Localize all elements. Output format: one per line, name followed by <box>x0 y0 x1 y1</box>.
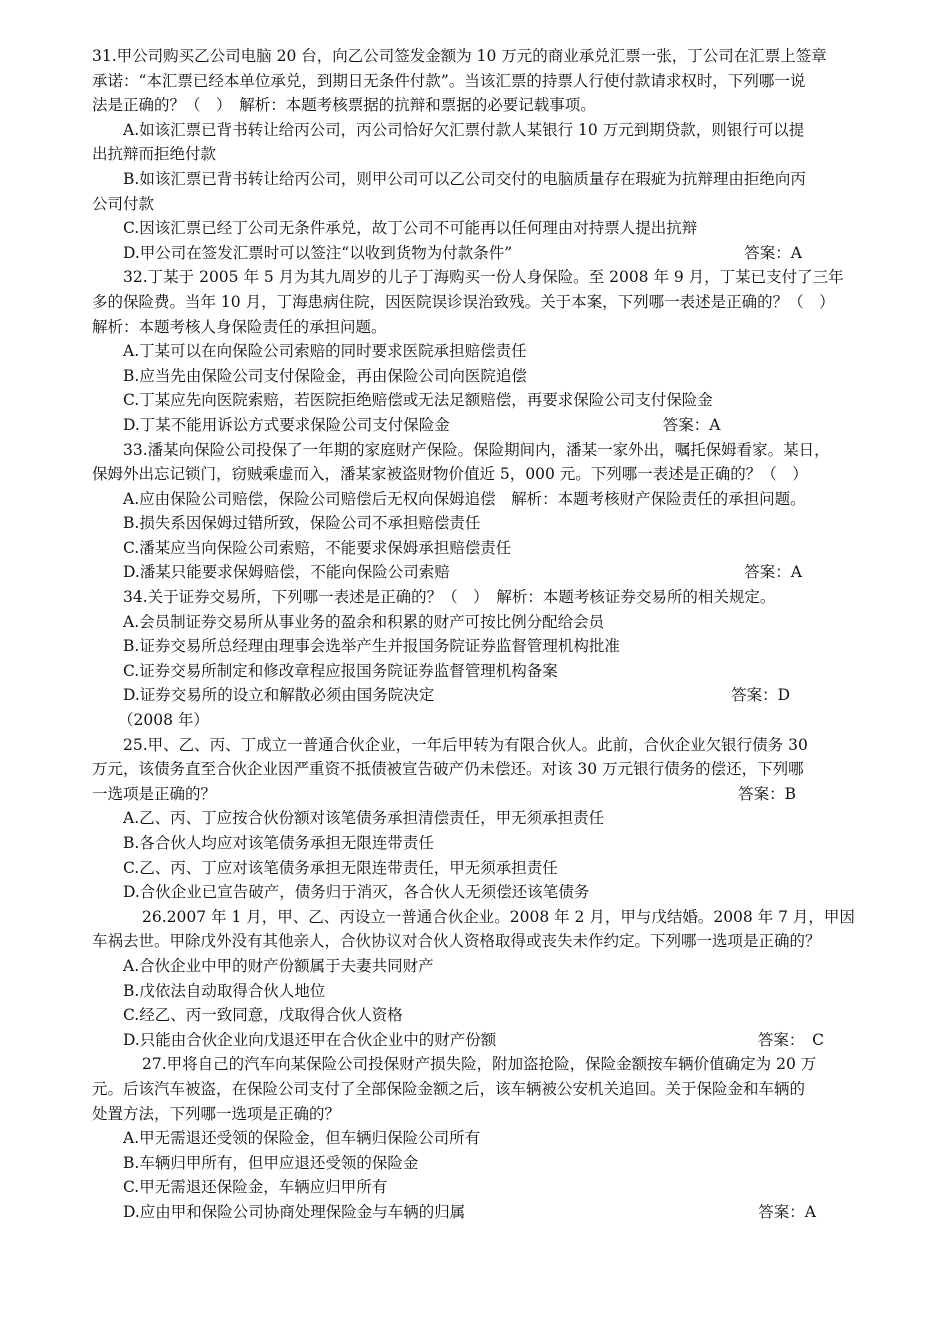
q27-stem-line-3: 处置方法，下列哪一选项是正确的？ <box>92 1104 341 1123</box>
q34-option-a: A.会员制证券交易所从事业务的盈余和积累的财产可按比例分配给会员 <box>123 612 605 631</box>
q34-stem: 34.关于证券交易所，下列哪一表述是正确的？（ ） 解析：本题考核证券交易所的相关规定。 <box>123 588 776 607</box>
q27-answer: 答案：A <box>758 1202 816 1221</box>
q25-stem-line-3-row <box>92 782 862 807</box>
q34-option-d: D.证券交易所的设立和解散必须由国务院决定 <box>123 686 435 705</box>
q31-option-b-line-2: 公司付款 <box>92 194 155 213</box>
q26-option-c: C.经乙、丙一致同意，戊取得合伙人资格 <box>123 1006 403 1025</box>
q27-option-c: C.甲无需退还保险金，车辆应归甲所有 <box>123 1178 388 1197</box>
q25-option-c: C.乙、丙、丁应对该笔债务承担无限连带责任，甲无须承担责任 <box>123 858 558 877</box>
q31-answer: 答案：A <box>744 243 802 262</box>
q31-option-d: D.甲公司在签发汇票时可以签注“以收到货物为付款条件” <box>123 243 513 262</box>
q31-option-d-row <box>92 241 862 266</box>
q25-stem-line-3: 一选项是正确的？ <box>92 784 217 803</box>
q33-stem-line-1: 33.潘某向保险公司投保了一年期的家庭财产保险。保险期间内，潘某一家外出，嘱托保姆看家。某日， <box>123 440 830 459</box>
q32-option-a: A.丁某可以在向保险公司索赔的同时要求医院承担赔偿责任 <box>123 342 527 361</box>
document-page <box>92 44 862 1225</box>
q27-stem-line-1: 27.甲将自己的汽车向某保险公司投保财产损失险，附加盗抢险，保险金额按车辆价值确定为 20 万 <box>142 1055 817 1074</box>
q31-option-c: C.因该汇票已经丁公司无条件承兑，故丁公司不可能再以任何理由对持票人提出抗辩 <box>123 219 698 238</box>
q27-option-a: A.甲无需退还受领的保险金，但车辆归保险公司所有 <box>123 1129 481 1148</box>
q32-option-d-row <box>92 413 862 438</box>
q32-option-d: D.丁某不能用诉讼方式要求保险公司支付保险金 <box>123 415 450 434</box>
q27-stem-line-2: 元。后该汽车被盗，在保险公司支付了全部保险金额之后，该车辆被公安机关追回。关于保险金和车辆的 <box>92 1079 806 1098</box>
q33-option-d: D.潘某只能要求保姆赔偿，不能向保险公司索赔 <box>123 563 450 582</box>
q33-option-d-row <box>92 560 862 585</box>
q26-stem-line-2: 车祸去世。甲除戊外没有其他亲人，合伙协议对合伙人资格取得或丧失未作约定。下列哪一选项是正确的？ <box>92 932 821 951</box>
q34-answer: 答案：D <box>731 686 790 705</box>
q25-option-d: D.合伙企业已宣告破产，债务归于消灭，各合伙人无须偿还该笔债务 <box>123 883 590 902</box>
q32-stem-line-1: 32.丁某于 2005 年 5 月为其九周岁的儿子丁海购买一份人身保险。至 2008 年 9 月，丁某已支付了三年 <box>123 268 844 287</box>
q25-option-b: B.各合伙人均应对该笔债务承担无限连带责任 <box>123 834 434 852</box>
q26-stem-line-1: 26.2007 年 1 月，甲、乙、丙设立一普通合伙企业。2008 年 2 月，甲与戊结婚。2008 年 7 月，甲因 <box>142 907 855 926</box>
q33-option-c: C.潘某应当向保险公司索赔，不能要求保姆承担赔偿责任 <box>123 538 512 557</box>
q25-option-a: A.乙、丙、丁应按合伙份额对该笔债务承担清偿责任，甲无须承担责任 <box>123 809 605 828</box>
q34-option-b: B.证券交易所总经理由理事会选举产生并报国务院证券监督管理机构批准 <box>123 637 620 656</box>
q25-stem-line-2: 万元，该债务直至合伙企业因严重资不抵债被宣告破产仍未偿还。对该 30 万元银行债务的偿还，下列哪 <box>92 760 804 779</box>
q33-option-a: A.应由保险公司赔偿，保险公司赔偿后无权向保姆追偿 解析：本题考核财产保险责任的承担问题。 <box>123 489 806 508</box>
q34-option-c: C.证券交易所制定和修改章程应报国务院证券监督管理机构备案 <box>123 661 558 680</box>
q25-answer: 答案：B <box>738 784 796 803</box>
year-heading: （2008 年） <box>118 711 209 730</box>
q32-stem-line-2: 多的保险费。当年 10 月，丁海患病住院，因医院误诊误治致残。关于本案，下列哪一表述是正确的？（ ） <box>92 292 835 311</box>
q32-analysis: 解析：本题考核人身保险责任的承担问题。 <box>92 317 387 336</box>
q32-option-b: B.应当先由保险公司支付保险金，再由保险公司向医院追偿 <box>123 366 527 385</box>
q31-stem-line-3: 法是正确的？（ ） 解析：本题考核票据的抗辩和票据的必要记载事项。 <box>92 96 596 115</box>
q33-answer: 答案：A <box>744 563 802 582</box>
q31-option-b-line-1: B.如该汇票已背书转让给丙公司，则甲公司可以乙公司交付的电脑质量存在瑕疵为抗辩理由拒绝向丙 <box>123 169 806 188</box>
q31-stem-line-1: 31.甲公司购买乙公司电脑 20 台，向乙公司签发金额为 10 万元的商业承兑汇票一张，丁公司在汇票上签章 <box>92 47 827 65</box>
q34-option-d-row <box>92 683 862 708</box>
q27-option-d: D.应由甲和保险公司协商处理保险金与车辆的归属 <box>123 1202 466 1221</box>
q33-option-b: B.损失系因保姆过错所致，保险公司不承担赔偿责任 <box>123 514 481 533</box>
q31-option-a-line-2: 出抗辩而拒绝付款 <box>92 145 217 164</box>
q32-answer: 答案：A <box>662 415 721 434</box>
q27-option-b: B.车辆归甲所有，但甲应退还受领的保险金 <box>123 1153 419 1172</box>
q26-option-d-row <box>92 1028 862 1053</box>
q31-stem-line-2: 承诺：“本汇票已经本单位承兑，到期日无条件付款”。当该汇票的持票人行使付款请求权时，下列哪一说 <box>92 71 806 90</box>
q26-option-a: A.合伙企业中甲的财产份额属于夫妻共同财产 <box>123 956 434 975</box>
q26-answer: 答案： C <box>757 1030 824 1049</box>
q32-option-c: C.丁某应先向医院索赔，若医院拒绝赔偿或无法足额赔偿，再要求保险公司支付保险金 <box>123 391 713 410</box>
q26-option-d: D.只能由合伙企业向戊退还甲在合伙企业中的财产份额 <box>123 1030 497 1049</box>
q25-stem-line-1: 25.甲、乙、丙、丁成立一普通合伙企业，一年后甲转为有限合伙人。此前，合伙企业欠银行债务 30 <box>123 735 808 754</box>
q26-option-b: B.戊依法自动取得合伙人地位 <box>123 981 326 1000</box>
q27-option-d-row <box>92 1200 862 1225</box>
q33-stem-line-2: 保姆外出忘记锁门，窃贼乘虚而入，潘某家被盗财物价值近 5，000 元。下列哪一表述是正确的？（ ） <box>92 465 808 484</box>
q31-option-a-line-1: A.如该汇票已背书转让给丙公司，丙公司恰好欠汇票付款人某银行 10 万元到期贷款，则银行可以提 <box>123 120 805 139</box>
